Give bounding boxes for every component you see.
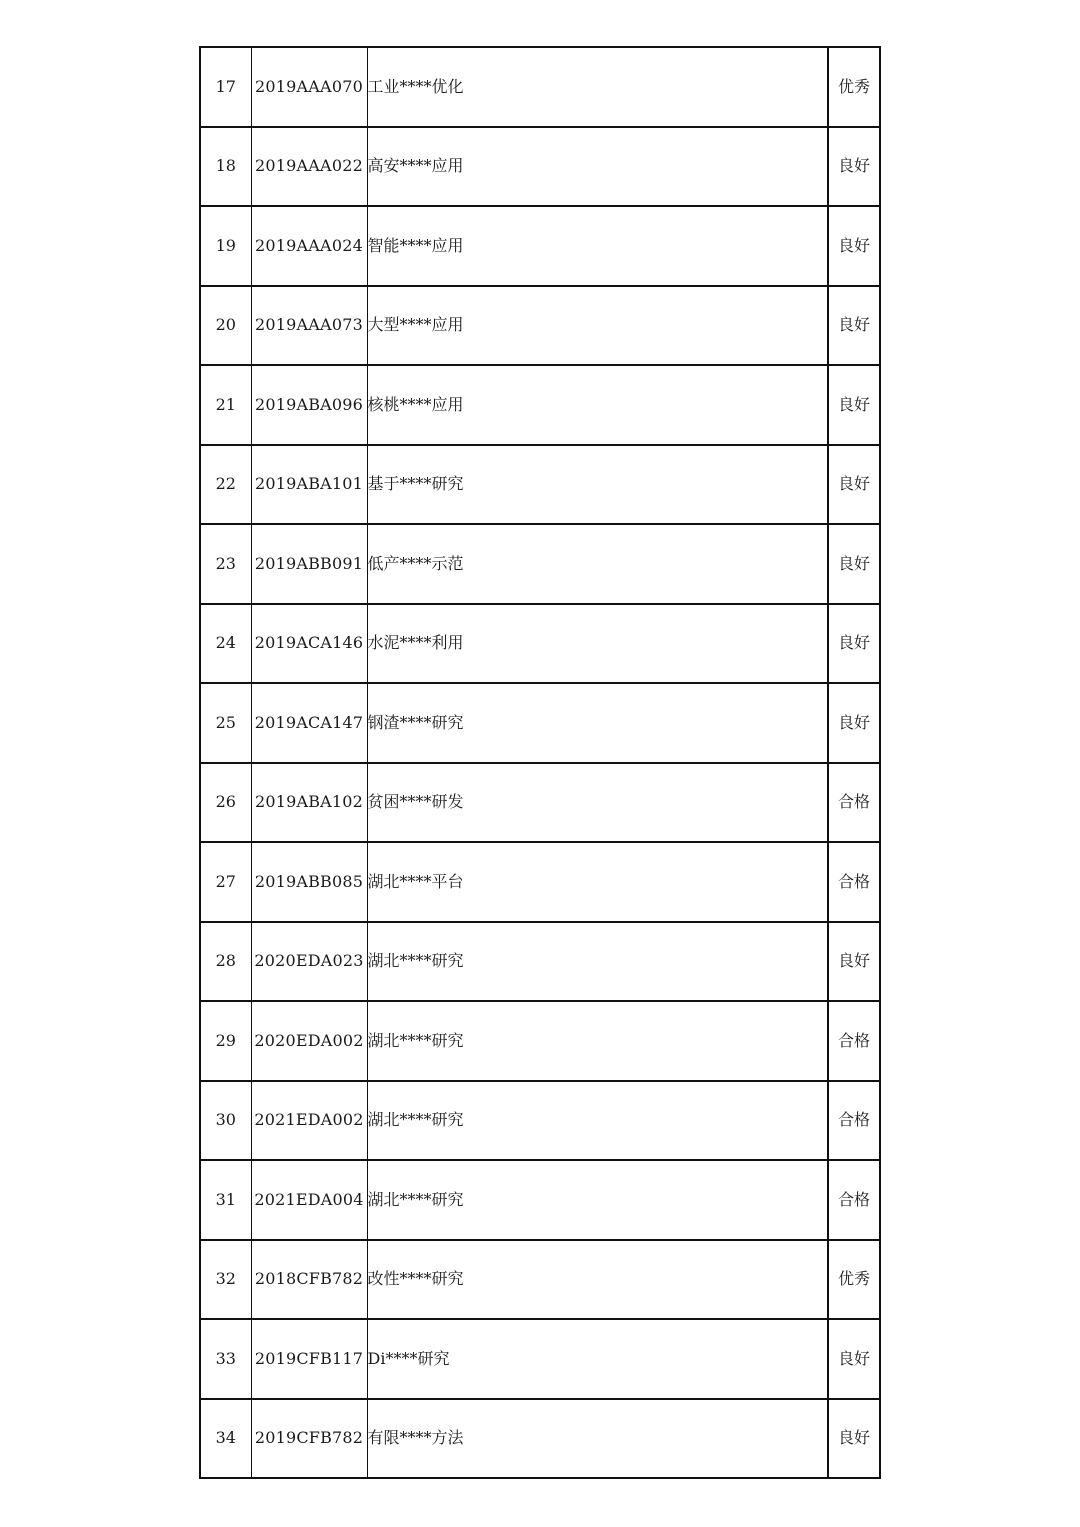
evaluation-grade-cell: 合格 bbox=[828, 1001, 880, 1081]
table-row bbox=[200, 365, 880, 445]
project-name-cell: 湖北****研究 bbox=[367, 1001, 828, 1081]
project-code-cell: 2019AAA070 bbox=[251, 47, 367, 127]
table-row bbox=[200, 842, 880, 922]
project-name-cell: 大型****应用 bbox=[367, 286, 828, 366]
project-name-cell: 工业****优化 bbox=[367, 47, 828, 127]
evaluation-grade-cell: 良好 bbox=[828, 1319, 880, 1399]
table-row bbox=[200, 1160, 880, 1240]
row-number-cell: 28 bbox=[200, 922, 251, 1002]
evaluation-grade-cell: 合格 bbox=[828, 763, 880, 843]
project-code-cell: 2019AAA022 bbox=[251, 127, 367, 207]
project-name-cell: 基于****研究 bbox=[367, 445, 828, 525]
project-name-cell: 有限****方法 bbox=[367, 1399, 828, 1479]
evaluation-grade-cell: 良好 bbox=[828, 1399, 880, 1479]
evaluation-grade-cell: 良好 bbox=[828, 286, 880, 366]
table-row bbox=[200, 1399, 880, 1479]
row-number-cell: 25 bbox=[200, 683, 251, 763]
row-number-cell: 17 bbox=[200, 47, 251, 127]
evaluation-grade-cell: 良好 bbox=[828, 365, 880, 445]
table-row bbox=[200, 127, 880, 207]
row-number-cell: 34 bbox=[200, 1399, 251, 1479]
project-name-cell: 湖北****平台 bbox=[367, 842, 828, 922]
project-code-cell: 2019AAA073 bbox=[251, 286, 367, 366]
evaluation-grade-cell: 良好 bbox=[828, 604, 880, 684]
table-row bbox=[200, 1319, 880, 1399]
row-number-cell: 26 bbox=[200, 763, 251, 843]
row-number-cell: 31 bbox=[200, 1160, 251, 1240]
project-code-cell: 2019ABB085 bbox=[251, 842, 367, 922]
table-row bbox=[200, 206, 880, 286]
project-code-cell: 2019CFB782 bbox=[251, 1399, 367, 1479]
row-number-cell: 21 bbox=[200, 365, 251, 445]
project-code-cell: 2019ACA146 bbox=[251, 604, 367, 684]
table-row bbox=[200, 286, 880, 366]
project-name-cell: 智能****应用 bbox=[367, 206, 828, 286]
project-code-cell: 2019ACA147 bbox=[251, 683, 367, 763]
table-row bbox=[200, 922, 880, 1002]
project-code-cell: 2020EDA023 bbox=[251, 922, 367, 1002]
evaluation-grade-cell: 优秀 bbox=[828, 47, 880, 127]
table-row bbox=[200, 47, 880, 127]
evaluation-grade-cell: 良好 bbox=[828, 683, 880, 763]
project-code-cell: 2019ABB091 bbox=[251, 524, 367, 604]
project-name-cell: 核桃****应用 bbox=[367, 365, 828, 445]
project-name-cell: 改性****研究 bbox=[367, 1240, 828, 1320]
row-number-cell: 29 bbox=[200, 1001, 251, 1081]
project-code-cell: 2019CFB117 bbox=[251, 1319, 367, 1399]
row-number-cell: 24 bbox=[200, 604, 251, 684]
project-name-cell: 低产****示范 bbox=[367, 524, 828, 604]
project-code-cell: 2018CFB782 bbox=[251, 1240, 367, 1320]
project-name-cell: 钢渣****研究 bbox=[367, 683, 828, 763]
table-row bbox=[200, 524, 880, 604]
row-number-cell: 22 bbox=[200, 445, 251, 525]
row-number-cell: 32 bbox=[200, 1240, 251, 1320]
table-body bbox=[200, 47, 880, 1478]
project-code-cell: 2019AAA024 bbox=[251, 206, 367, 286]
row-number-cell: 30 bbox=[200, 1081, 251, 1161]
project-name-cell: 贫困****研发 bbox=[367, 763, 828, 843]
project-code-cell: 2020EDA002 bbox=[251, 1001, 367, 1081]
evaluation-grade-cell: 良好 bbox=[828, 127, 880, 207]
evaluation-grade-cell: 良好 bbox=[828, 206, 880, 286]
project-name-cell: 高安****应用 bbox=[367, 127, 828, 207]
table-row bbox=[200, 1001, 880, 1081]
project-results-table bbox=[199, 46, 881, 1479]
evaluation-grade-cell: 合格 bbox=[828, 842, 880, 922]
evaluation-grade-cell: 合格 bbox=[828, 1081, 880, 1161]
table-row bbox=[200, 445, 880, 525]
project-name-cell: 湖北****研究 bbox=[367, 1081, 828, 1161]
evaluation-grade-cell: 优秀 bbox=[828, 1240, 880, 1320]
row-number-cell: 20 bbox=[200, 286, 251, 366]
row-number-cell: 27 bbox=[200, 842, 251, 922]
evaluation-grade-cell: 良好 bbox=[828, 445, 880, 525]
row-number-cell: 18 bbox=[200, 127, 251, 207]
table-row bbox=[200, 1081, 880, 1161]
evaluation-grade-cell: 良好 bbox=[828, 524, 880, 604]
evaluation-grade-cell: 良好 bbox=[828, 922, 880, 1002]
evaluation-grade-cell: 合格 bbox=[828, 1160, 880, 1240]
project-name-cell: Di****研究 bbox=[367, 1319, 828, 1399]
project-name-cell: 湖北****研究 bbox=[367, 922, 828, 1002]
row-number-cell: 33 bbox=[200, 1319, 251, 1399]
project-code-cell: 2019ABA101 bbox=[251, 445, 367, 525]
project-code-cell: 2019ABA102 bbox=[251, 763, 367, 843]
project-code-cell: 2021EDA002 bbox=[251, 1081, 367, 1161]
project-name-cell: 湖北****研究 bbox=[367, 1160, 828, 1240]
project-name-cell: 水泥****利用 bbox=[367, 604, 828, 684]
project-code-cell: 2019ABA096 bbox=[251, 365, 367, 445]
table-row bbox=[200, 1240, 880, 1320]
project-code-cell: 2021EDA004 bbox=[251, 1160, 367, 1240]
table-row bbox=[200, 763, 880, 843]
row-number-cell: 23 bbox=[200, 524, 251, 604]
table-row bbox=[200, 683, 880, 763]
row-number-cell: 19 bbox=[200, 206, 251, 286]
table-row bbox=[200, 604, 880, 684]
